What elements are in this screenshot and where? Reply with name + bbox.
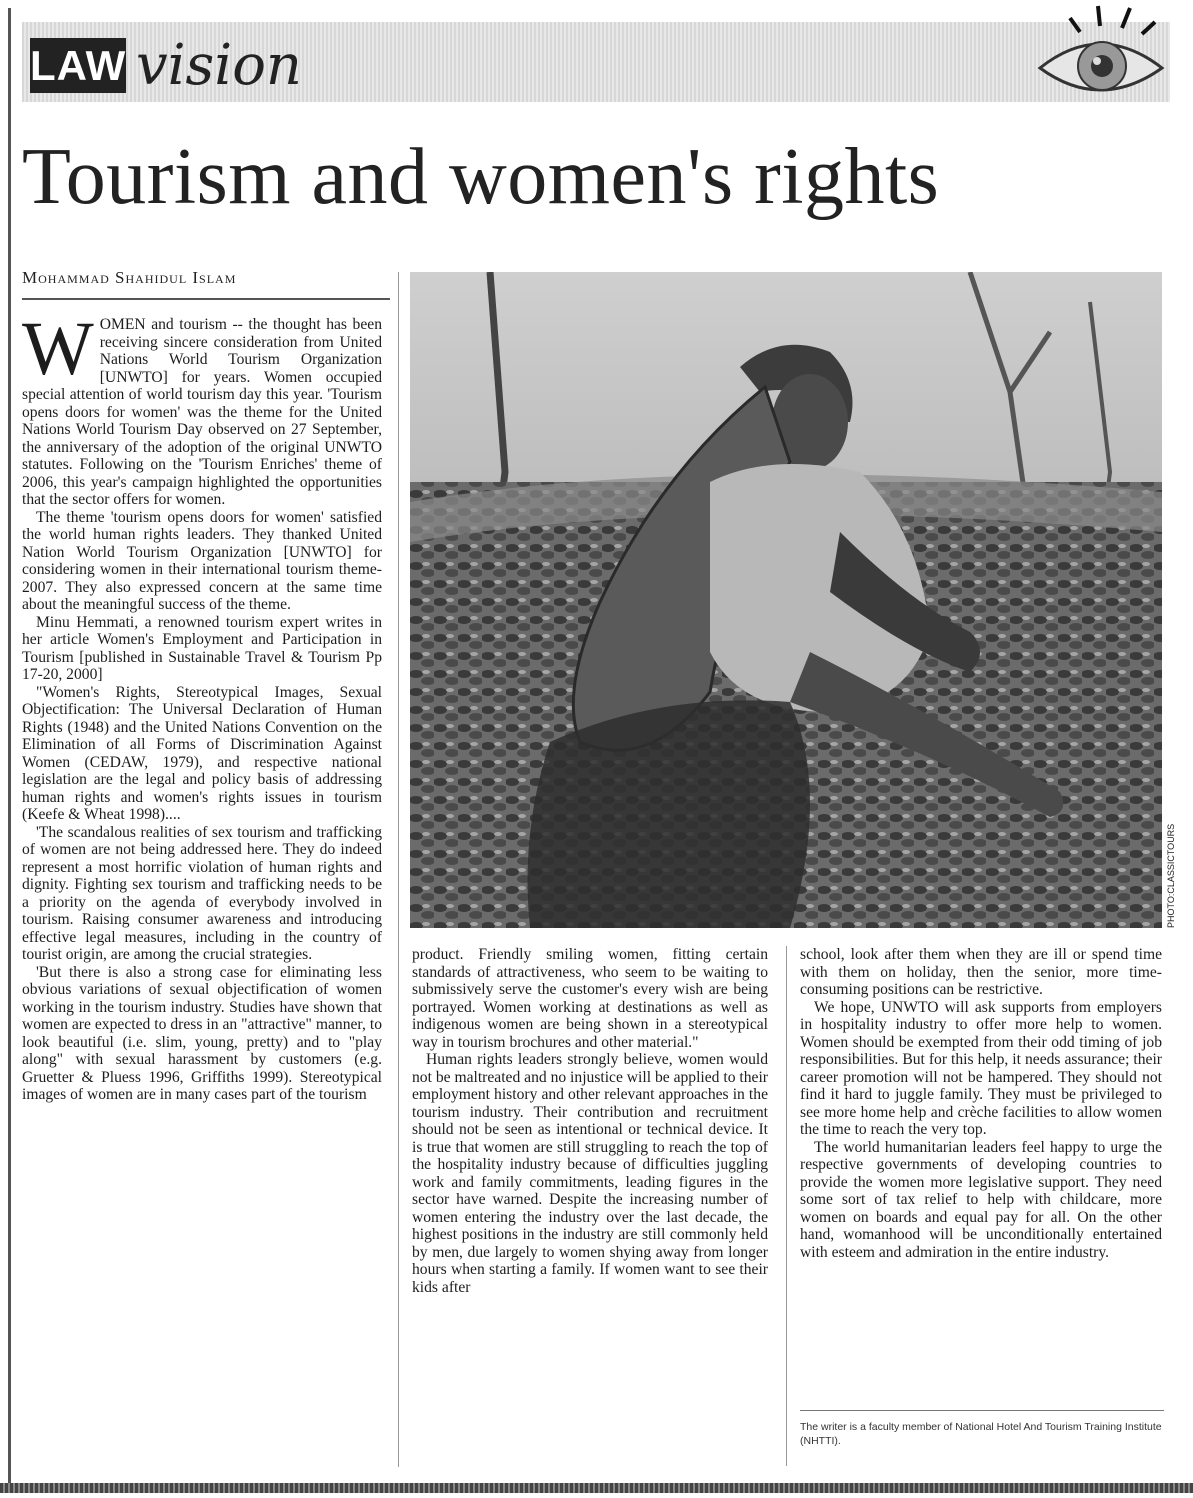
paragraph: The theme 'tourism opens doors for women' satisfied the world human rights leaders. They thanked United Nation World Tourism Organization [UNWTO] for considering women in their international tourism theme-2007. They also expressed concern at the same time about the meaningful success of the theme. — [22, 508, 382, 613]
paragraph: 'But there is also a strong case for eliminating less obvious variations of sexual objectification of women working in the tourism industry. Studies have shown that women are expected to dress in an "attractive" manner, to look beautiful (i.e. slim, young, pretty) and to "play along" with sexual harassment by customers (e.g. Gruetter & Pluess 1996, Griffiths 1999). Stereotypical images of women are in many cases part of the tourism — [22, 963, 382, 1103]
article-column-2 — [412, 946, 768, 1296]
section-label-law: LAW — [30, 38, 126, 93]
paragraph: "Women's Rights, Stereotypical Images, Sexual Objectification: The Universal Declaration of Human Rights (1948) and the United Nations Convention on the Elimination of all Forms of Discrimination Against Women (CEDAW, 1979), and respective national legislation are the legal and policy basis of addressing human rights and women's rights issues in tourism (Keefe & Wheat 1998).... — [22, 683, 382, 823]
article-column-1 — [22, 307, 382, 1104]
byline: Mohammad Shahidul Islam — [22, 268, 237, 287]
article-photo — [410, 272, 1162, 928]
article-title: Tourism and women's rights — [22, 133, 940, 221]
drop-cap: W — [22, 307, 94, 391]
paragraph: product. Friendly smiling women, fitting certain standards of attractiveness, who seem to be waiting to submissively serve the customer's every wish are being portrayed. Women working at destinations as well as indigenous women are being shown in a stereotypical way in tourism brochures and other material." — [412, 946, 768, 1051]
page-border-bottom — [0, 1483, 1193, 1493]
note-rule — [800, 1410, 1164, 1411]
paragraph: 'The scandalous realities of sex tourism and trafficking of women are not being addressed here. They do indeed represent a most horrific violation of human rights and dignity. Fighting sex tourism and trafficking needs to be a priority on the agenda of everybody involved in tourism. Raising consumer awareness and introducing effective legal measures, including in the country of tourist origin, are among the crucial strategies. — [22, 823, 382, 963]
column-divider — [786, 946, 787, 1466]
byline-rule — [22, 298, 390, 300]
section-name-vision: vision — [136, 33, 302, 98]
paragraph: Human rights leaders strongly believe, women would not be maltreated and no injustice will be applied to their employment history and other relevant approaches in the tourism industry. Their contribution and recruitment should not be seen as intentional or technical device. It is true that women are still struggling to reach the top of the hospitality industry because of difficulties juggling work and family commitments, leading figures in the sector have warned. Despite the increasing number of women entering the industry over the last decade, the highest positions in the industry are still commonly held by men, due largely to women shying away from longer hours when starting a family. If women want to see their kids after — [412, 1051, 768, 1296]
column-divider — [398, 272, 399, 1467]
author-note: The writer is a faculty member of National Hotel And Tourism Training Institute (NHTTI). — [800, 1421, 1162, 1447]
paragraph: The world humanitarian leaders feel happy to urge the respective governments of developing countries to provide the women more legislative support. They need some sort of tax relief to help with childcare, more women on boards and equal pay for all. On the other hand, womanhood will be unconditionally entertained with esteem and admiration in the entire industry. — [800, 1138, 1162, 1261]
photo-credit: PHOTO:CLASSICTOURS — [1166, 823, 1176, 928]
eye-icon — [1030, 0, 1170, 110]
article-column-3 — [800, 946, 1162, 1261]
paragraph: WOMEN and tourism -- the thought has been receiving sincere consideration from United Nations World Tourism Organization [UNWTO] for years. Women occupied special attention of world tourism day this year. 'Tourism opens doors for women' was the theme for the United Nations World Tourism Day observed on 27 September, the anniversary of the adoption of the original UNWTO statutes. Following on the 'Tourism Enriches' theme of 2006, this year's campaign highlighted the opportunities that the sector offers for women. — [22, 307, 382, 508]
paragraph: school, look after them when they are ill or spend time with them on holiday, then the senior, more time-consuming positions can be restrictive. — [800, 946, 1162, 998]
paragraph: Minu Hemmati, a renowned tourism expert writes in her article Women's Employment and Participation in Tourism [published in Sustainable Travel & Tourism Pp 17-20, 2000] — [22, 613, 382, 683]
paragraph: We hope, UNWTO will ask supports from employers in hospitality industry to offer more help to women. Women should be exempted from their odd timing of job responsibilities. But for this help, it needs assurance; their career promotion will not be hampered. They should not find it hard to juggle family. They must be privileged to see more home help and crèche facilities to allow women the time to reach the very top. — [800, 998, 1162, 1138]
page-border-left — [8, 8, 11, 1486]
